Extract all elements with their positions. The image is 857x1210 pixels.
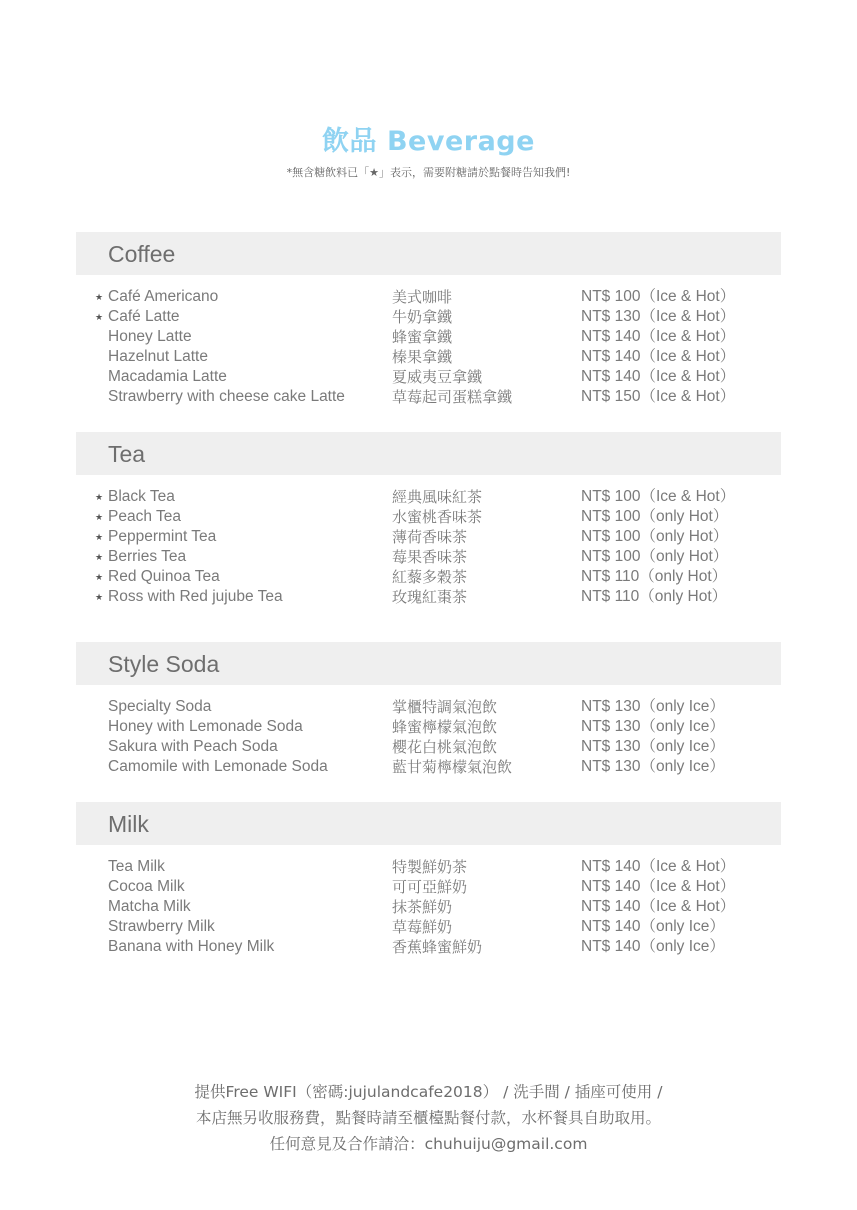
menu-item <box>0 327 857 347</box>
item-price: NT$ 140（Ice & Hot） <box>581 878 736 895</box>
footer-contact-line: 任何意見及合作請洽：chuhuiju@gmail.com <box>269 1135 588 1153</box>
item-price: NT$ 100（only Hot） <box>581 548 729 565</box>
menu-item <box>0 737 857 757</box>
item-price: NT$ 130（only Ice） <box>581 698 725 715</box>
menu-item <box>0 757 857 777</box>
page-title: 飲品 Beverage <box>322 126 535 157</box>
item-name-zh: 牛奶拿鐵 <box>392 308 453 326</box>
item-name-en: Macadamia Latte <box>108 368 227 385</box>
item-name-en: Café Latte <box>108 308 180 325</box>
menu-item <box>0 877 857 897</box>
item-name-zh: 特製鮮奶茶 <box>392 858 468 876</box>
item-name-zh: 藍甘菊檸檬氣泡飲 <box>392 758 513 776</box>
item-list <box>0 857 857 957</box>
section-header <box>76 802 781 845</box>
item-price: NT$ 100（only Hot） <box>581 528 729 545</box>
menu-item <box>0 387 857 407</box>
item-name-zh: 莓果香味茶 <box>392 548 468 566</box>
item-name-zh: 夏威夷豆拿鐵 <box>392 368 483 386</box>
menu-item <box>0 937 857 957</box>
no-sugar-star-icon: ★ <box>95 292 104 302</box>
item-list <box>0 487 857 607</box>
item-name-zh: 抹茶鮮奶 <box>392 898 453 916</box>
item-name-en: Red Quinoa Tea <box>108 568 220 585</box>
item-price: NT$ 110（only Hot） <box>581 588 728 605</box>
item-list <box>0 287 857 407</box>
menu-item <box>0 717 857 737</box>
no-sugar-star-icon: ★ <box>95 312 104 322</box>
item-price: NT$ 130（only Ice） <box>581 758 725 775</box>
item-name-zh: 掌櫃特調氣泡飲 <box>392 698 498 716</box>
item-name-zh: 紅藜多穀茶 <box>392 568 468 586</box>
item-name-en: Camomile with Lemonade Soda <box>108 758 328 775</box>
item-name-en: Black Tea <box>108 488 175 505</box>
section-header <box>76 232 781 275</box>
item-name-zh: 榛果拿鐵 <box>392 348 453 366</box>
section-title: Milk <box>108 811 149 837</box>
item-name-en: Matcha Milk <box>108 898 191 915</box>
footer-wifi-line: 提供Free WIFI（密碼:jujulandcafe2018） / 洗手間 / 插座可使用 / <box>194 1083 663 1101</box>
menu-item <box>0 287 857 307</box>
item-name-zh: 薄荷香味茶 <box>392 528 468 546</box>
item-name-en: Hazelnut Latte <box>108 348 208 365</box>
item-name-en: Peppermint Tea <box>108 528 217 545</box>
item-name-zh: 經典風味紅茶 <box>392 488 483 506</box>
no-sugar-star-icon: ★ <box>95 552 104 562</box>
item-name-en: Strawberry with cheese cake Latte <box>108 388 345 405</box>
item-name-zh: 櫻花白桃氣泡飲 <box>392 738 498 756</box>
menu-item <box>0 697 857 717</box>
menu-item <box>0 547 857 567</box>
item-price: NT$ 100（Ice & Hot） <box>581 288 736 305</box>
item-name-zh: 可可亞鮮奶 <box>392 878 468 896</box>
item-name-en: Specialty Soda <box>108 698 212 715</box>
menu-header <box>0 122 857 182</box>
sugar-note: *無含糖飲料已「★」表示，需要附糖請於點餐時告知我們! <box>286 166 571 179</box>
footer-info <box>0 1079 857 1157</box>
footer-service-line: 本店無另收服務費，點餐時請至櫃檯點餐付款，水杯餐具自助取用。 <box>195 1109 661 1127</box>
item-name-en: Honey with Lemonade Soda <box>108 718 303 735</box>
item-name-en: Sakura with Peach Soda <box>108 738 278 755</box>
item-name-zh: 玫瑰紅棗茶 <box>392 588 468 606</box>
item-price: NT$ 140（only Ice） <box>581 938 725 955</box>
item-name-en: Berries Tea <box>108 548 187 565</box>
menu-item <box>0 507 857 527</box>
item-price: NT$ 130（only Ice） <box>581 738 725 755</box>
item-price: NT$ 140（Ice & Hot） <box>581 368 736 385</box>
item-price: NT$ 140（Ice & Hot） <box>581 898 736 915</box>
item-name-zh: 草莓鮮奶 <box>392 918 453 936</box>
menu-item <box>0 567 857 587</box>
item-price: NT$ 130（Ice & Hot） <box>581 308 736 325</box>
item-price: NT$ 100（only Hot） <box>581 508 729 525</box>
menu-item <box>0 487 857 507</box>
item-price: NT$ 140（Ice & Hot） <box>581 328 736 345</box>
menu-item <box>0 917 857 937</box>
menu-item <box>0 307 857 327</box>
no-sugar-star-icon: ★ <box>95 512 104 522</box>
section-title: Tea <box>108 441 146 467</box>
item-name-en: Honey Latte <box>108 328 192 345</box>
item-price: NT$ 130（only Ice） <box>581 718 725 735</box>
item-name-en: Ross with Red jujube Tea <box>108 588 283 605</box>
item-price: NT$ 140（Ice & Hot） <box>581 348 736 365</box>
item-name-en: Strawberry Milk <box>108 918 215 935</box>
item-name-en: Tea Milk <box>108 858 165 875</box>
menu-item <box>0 587 857 607</box>
item-name-en: Cocoa Milk <box>108 878 185 895</box>
section-title: Style Soda <box>108 651 220 677</box>
no-sugar-star-icon: ★ <box>95 492 104 502</box>
item-name-zh: 香蕉蜂蜜鮮奶 <box>392 938 483 956</box>
no-sugar-star-icon: ★ <box>95 532 104 542</box>
item-name-zh: 草莓起司蛋糕拿鐵 <box>392 388 513 406</box>
menu-item <box>0 527 857 547</box>
item-name-zh: 美式咖啡 <box>392 288 453 306</box>
menu-item <box>0 857 857 877</box>
no-sugar-star-icon: ★ <box>95 592 104 602</box>
item-price: NT$ 110（only Hot） <box>581 568 728 585</box>
item-list <box>0 697 857 777</box>
item-name-en: Café Americano <box>108 288 219 305</box>
item-name-en: Peach Tea <box>108 508 181 525</box>
item-price: NT$ 150（Ice & Hot） <box>581 388 736 405</box>
section-header <box>76 432 781 475</box>
item-name-en: Banana with Honey Milk <box>108 938 275 955</box>
menu-item <box>0 897 857 917</box>
menu-item <box>0 367 857 387</box>
item-price: NT$ 140（Ice & Hot） <box>581 858 736 875</box>
menu-item <box>0 347 857 367</box>
section-title: Coffee <box>108 241 176 267</box>
item-name-zh: 蜂蜜拿鐵 <box>392 328 453 346</box>
item-price: NT$ 140（only Ice） <box>581 918 725 935</box>
section-header <box>76 642 781 685</box>
item-name-zh: 蜂蜜檸檬氣泡飲 <box>392 718 498 736</box>
item-name-zh: 水蜜桃香味茶 <box>392 508 483 526</box>
item-price: NT$ 100（Ice & Hot） <box>581 488 736 505</box>
no-sugar-star-icon: ★ <box>95 572 104 582</box>
